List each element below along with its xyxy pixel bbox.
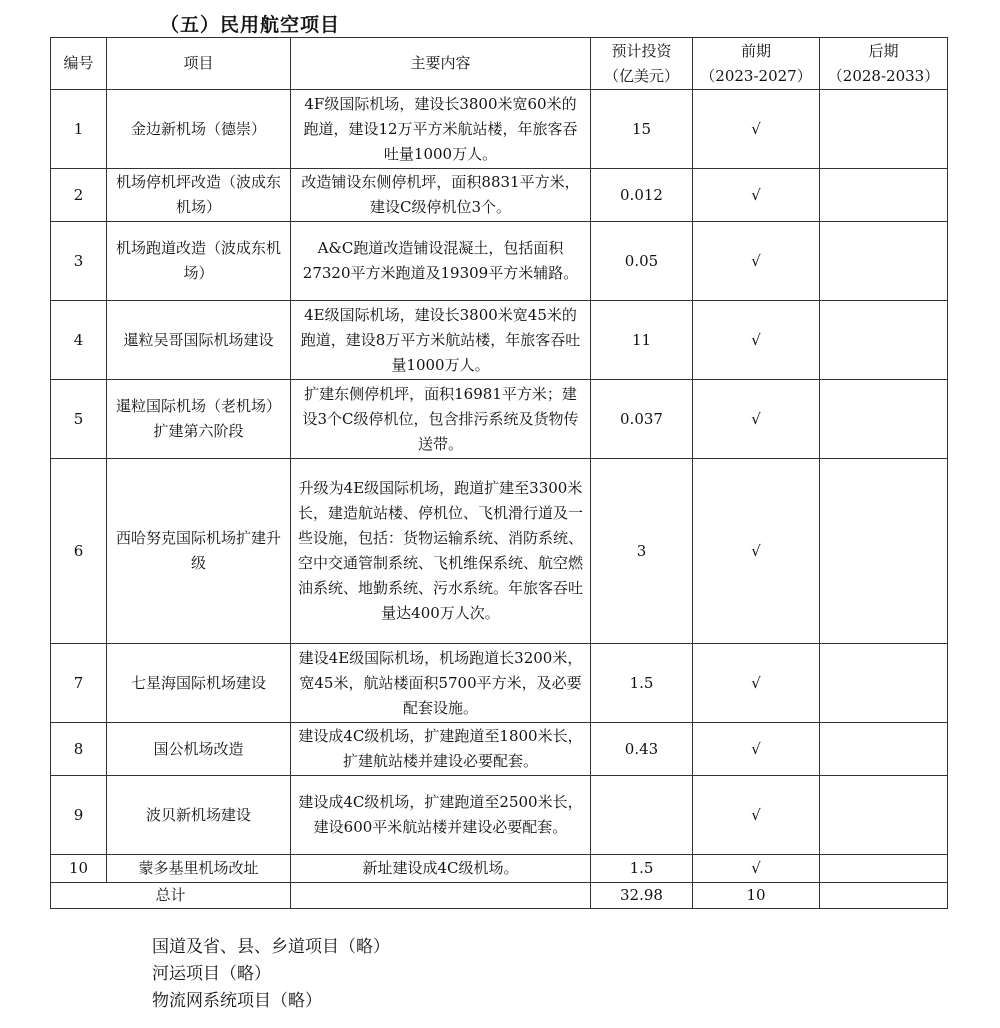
header-invest: [591, 38, 693, 90]
total-label: 总计: [51, 883, 291, 909]
cell-item: 七星海国际机场建设: [107, 644, 291, 723]
cell-late: [820, 644, 948, 723]
cell-item: 国公机场改造: [107, 723, 291, 776]
cell-item: 西哈努克国际机场扩建升级: [107, 459, 291, 644]
cell-content: 建设成4C级机场，扩建跑道至1800米长，扩建航站楼并建设必要配套。: [291, 723, 591, 776]
cell-invest: 1.5: [591, 644, 693, 723]
cell-late: [820, 380, 948, 459]
table-row: [51, 380, 948, 459]
cell-item: 蒙多基里机场改址: [107, 855, 291, 883]
cell-early: √: [693, 301, 820, 380]
header-late: [820, 38, 948, 90]
cell-late: [820, 855, 948, 883]
civil-aviation-projects-table: [50, 37, 948, 909]
cell-invest: 0.43: [591, 723, 693, 776]
table-row: [51, 90, 948, 169]
total-content: [291, 883, 591, 909]
cell-early: √: [693, 723, 820, 776]
header-early: [693, 38, 820, 90]
section-title: （五）民用航空项目: [160, 14, 341, 36]
cell-item: 金边新机场（德崇）: [107, 90, 291, 169]
cell-content: 建设4E级国际机场，机场跑道长3200米，宽45米，航站楼面积5700平方米，及必要配套设施。: [291, 644, 591, 723]
cell-invest: 15: [591, 90, 693, 169]
table-row: [51, 776, 948, 855]
cell-item: 暹粒国际机场（老机场）扩建第六阶段: [107, 380, 291, 459]
cell-early: √: [693, 644, 820, 723]
header-late-line1: 后期: [868, 41, 899, 60]
cell-late: [820, 90, 948, 169]
cell-late: [820, 459, 948, 644]
cell-content: 4E级国际机场，建设长3800米宽45米的跑道，建设8万平方米航站楼，年旅客吞吐量1000万人。: [291, 301, 591, 380]
cell-late: [820, 776, 948, 855]
cell-invest: 0.037: [591, 380, 693, 459]
cell-content: 建设成4C级机场，扩建跑道至2500米长，建设600平米航站楼并建设必要配套。: [291, 776, 591, 855]
cell-early: √: [693, 380, 820, 459]
header-item: 项目: [107, 38, 291, 90]
table-header-row: [51, 38, 948, 90]
cell-late: [820, 723, 948, 776]
cell-early: √: [693, 776, 820, 855]
cell-early: √: [693, 90, 820, 169]
header-late-line2: （2028-2033）: [827, 66, 940, 85]
cell-no: 5: [51, 380, 107, 459]
footer-notes: [152, 934, 390, 1015]
cell-invest: 3: [591, 459, 693, 644]
cell-early: √: [693, 169, 820, 222]
cell-content: 改造铺设东侧停机坪，面积8831平方米，建设C级停机位3个。: [291, 169, 591, 222]
footer-note-roads: 国道及省、县、乡道项目（略）: [152, 937, 390, 957]
total-late: [820, 883, 948, 909]
cell-late: [820, 301, 948, 380]
footer-note-river: 河运项目（略）: [152, 964, 271, 984]
table-row: [51, 301, 948, 380]
cell-content: 扩建东侧停机坪，面积16981平方米；建设3个C级停机位，包含排污系统及货物传送带。: [291, 380, 591, 459]
cell-late: [820, 222, 948, 301]
total-invest: 32.98: [591, 883, 693, 909]
cell-content: 升级为4E级国际机场，跑道扩建至3300米长，建造航站楼、停机位、飞机滑行道及一些设施，包括：货物运输系统、消防系统、空中交通管制系统、飞机维保系统、航空燃油系统、地勤系统、污水系统。年旅客吞吐量达400万人次。: [291, 459, 591, 644]
cell-invest: 0.012: [591, 169, 693, 222]
cell-item: 波贝新机场建设: [107, 776, 291, 855]
table-row: [51, 459, 948, 644]
header-invest-line1: 预计投资: [611, 41, 672, 60]
cell-no: 7: [51, 644, 107, 723]
table-row: [51, 644, 948, 723]
cell-no: 8: [51, 723, 107, 776]
cell-no: 2: [51, 169, 107, 222]
total-early: 10: [693, 883, 820, 909]
cell-early: √: [693, 459, 820, 644]
cell-no: 6: [51, 459, 107, 644]
cell-invest: 0.05: [591, 222, 693, 301]
cell-invest: 1.5: [591, 855, 693, 883]
cell-item: 暹粒吴哥国际机场建设: [107, 301, 291, 380]
cell-no: 4: [51, 301, 107, 380]
cell-content: 新址建设成4C级机场。: [291, 855, 591, 883]
cell-late: [820, 169, 948, 222]
cell-item: 机场跑道改造（波成东机场）: [107, 222, 291, 301]
header-invest-line2: （亿美元）: [603, 66, 679, 85]
footer-note-logistics: 物流网系统项目（略）: [152, 991, 322, 1011]
total-row: [51, 883, 948, 909]
cell-item: 机场停机坪改造（波成东机场）: [107, 169, 291, 222]
table-row: [51, 222, 948, 301]
header-no: 编号: [51, 38, 107, 90]
header-early-line1: 前期: [740, 41, 771, 60]
cell-invest: [591, 776, 693, 855]
header-early-line2: （2023-2027）: [700, 66, 812, 85]
cell-no: 9: [51, 776, 107, 855]
cell-no: 10: [51, 855, 107, 883]
cell-content: A&C跑道改造铺设混凝土，包括面积27320平方米跑道及19309平方米辅路。: [291, 222, 591, 301]
cell-early: √: [693, 222, 820, 301]
table-row: [51, 855, 948, 883]
cell-invest: 11: [591, 301, 693, 380]
cell-early: √: [693, 855, 820, 883]
cell-no: 3: [51, 222, 107, 301]
table-row: [51, 169, 948, 222]
header-content: 主要内容: [291, 38, 591, 90]
cell-no: 1: [51, 90, 107, 169]
cell-content: 4F级国际机场，建设长3800米宽60米的跑道，建设12万平方米航站楼，年旅客吞吐量1000万人。: [291, 90, 591, 169]
table-row: [51, 723, 948, 776]
